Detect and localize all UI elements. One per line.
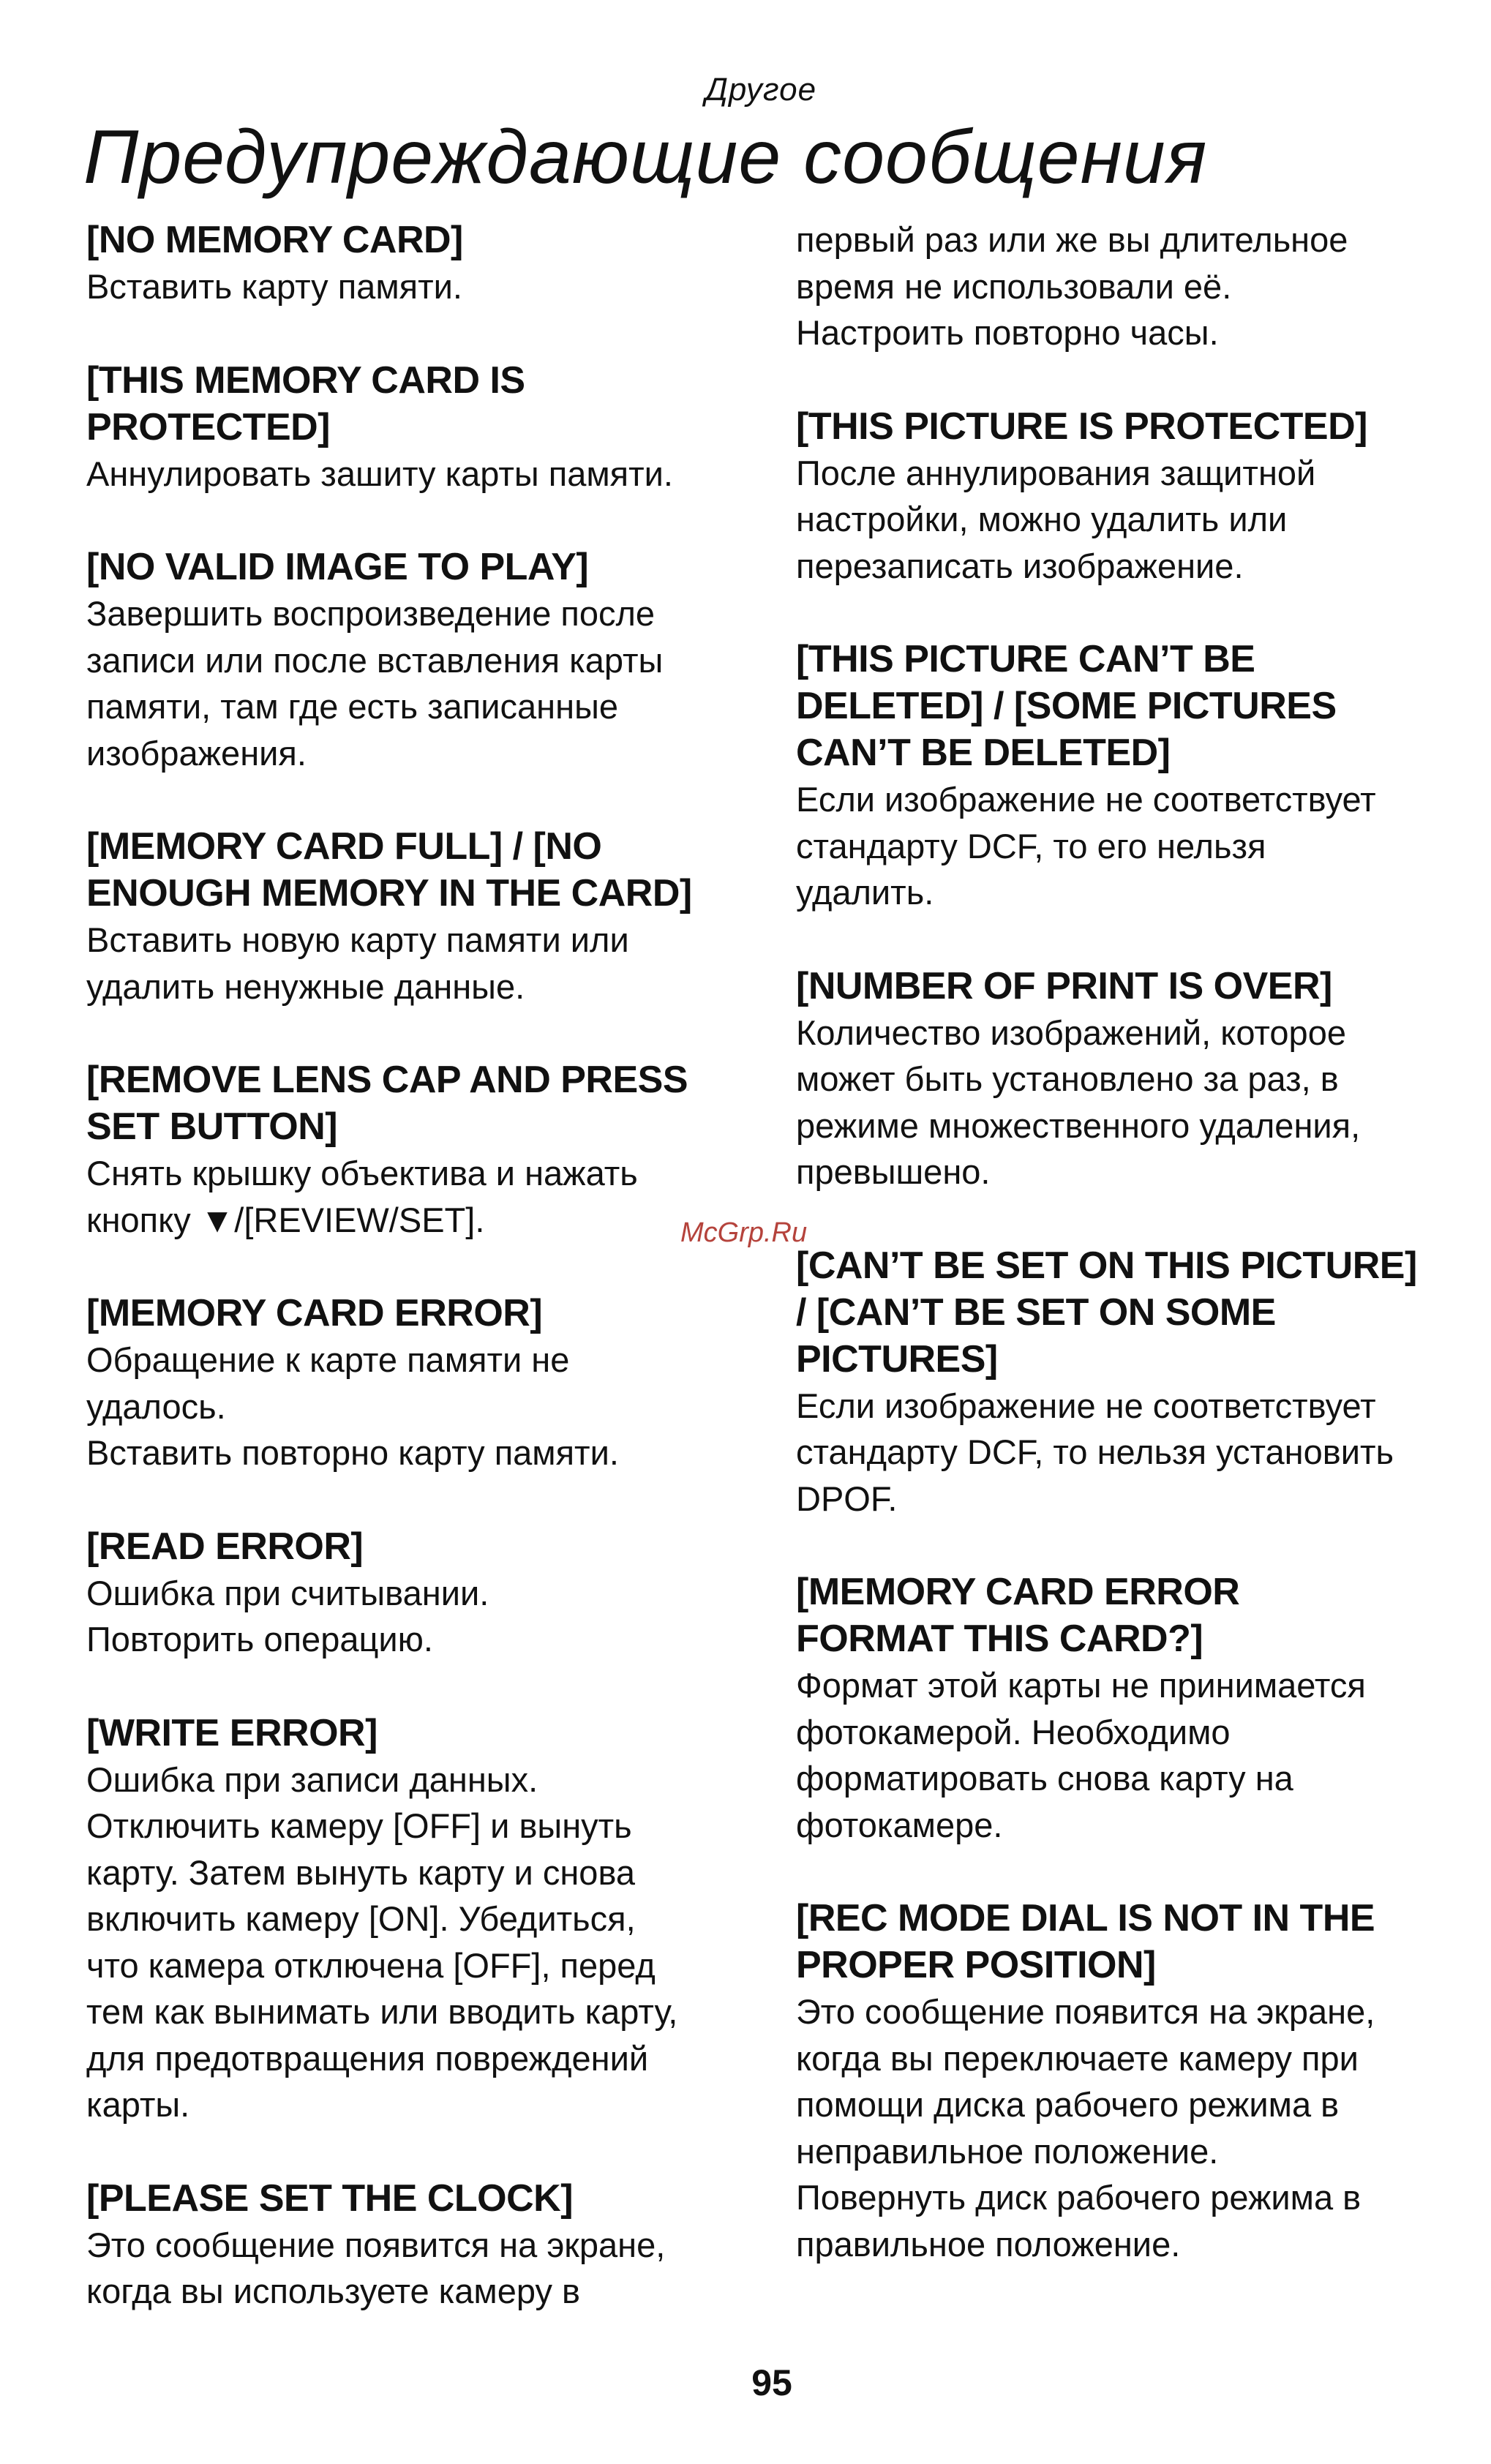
message-no-memory-card <box>86 217 745 310</box>
message-body: Вставить новую карту памяти или удалить ненужные данные. <box>86 920 629 1006</box>
message-title: [NUMBER OF PRINT IS OVER] <box>796 964 1332 1007</box>
message-format-card <box>796 1569 1469 1848</box>
message-title: [THIS MEMORY CARD IS PROTECTED] <box>86 358 525 448</box>
message-body: Это сообщение появится на экране, когда вы используете камеру в <box>86 2225 666 2310</box>
message-body: После аннулирования защитной настройки, можно удалить или перезаписать изображение. <box>796 453 1316 585</box>
message-cant-set <box>796 1242 1469 1522</box>
message-body: Завершить воспроизведение после записи или после вставления карты памяти, там где есть записанные изображения. <box>86 594 664 773</box>
message-body: Вставить карту памяти. <box>86 267 462 306</box>
message-title: [CAN’T BE SET ON THIS PICTURE] / [CAN’T BE SET ON SOME PICTURES] <box>796 1244 1417 1381</box>
message-title: [NO VALID IMAGE TO PLAY] <box>86 546 589 588</box>
page-title: Предупреждающие сообщения <box>83 115 1208 200</box>
left-column <box>86 217 745 2362</box>
message-body: Обращение к карте памяти не удалось. Вставить повторно карту памяти. <box>86 1340 619 1472</box>
message-body: Формат этой карты не принимается фотокамерой. Необходимо форматировать снова карту на фотокамере. <box>796 1666 1366 1844</box>
message-continuation: первый раз или же вы длительное время не использовали её. Настроить повторно часы. <box>796 220 1348 352</box>
message-body: Снять крышку объектива и нажать кнопку ▼/[REVIEW/SET]. <box>86 1154 638 1239</box>
right-column <box>796 217 1469 2314</box>
message-memory-full <box>86 823 745 1010</box>
message-title: [REC MODE DIAL IS NOT IN THE PROPER POSITION] <box>796 1897 1375 1986</box>
message-set-clock <box>86 2175 745 2315</box>
message-body: Если изображение не соответствует стандарту DCF, то его нельзя удалить. <box>796 780 1376 912</box>
message-body: Аннулировать зашиту карты памяти. <box>86 454 673 493</box>
message-title: [NO MEMORY CARD] <box>86 219 463 261</box>
message-print-over <box>796 963 1469 1195</box>
message-title: [THIS PICTURE CAN’T BE DELETED] / [SOME PICTURES CAN’T BE DELETED] <box>796 638 1337 774</box>
page-number: 95 <box>751 2362 792 2403</box>
message-title: [PLEASE SET THE CLOCK] <box>86 2176 574 2220</box>
message-title: [THIS PICTURE IS PROTECTED] <box>796 405 1367 448</box>
message-remove-lens-cap <box>86 1056 745 1243</box>
message-title: [MEMORY CARD ERROR] <box>86 1292 543 1334</box>
message-title: [READ ERROR] <box>86 1525 364 1568</box>
message-no-valid-image <box>86 544 745 776</box>
message-title: [REMOVE LENS CAP AND PRESS SET BUTTON] <box>86 1059 688 1148</box>
message-body: Ошибка при записи данных. Отключить камеру [OFF] и вынуть карту. Затем вынуть карту и снова включить камеру [ON]. Убедиться, что камера отключена [OFF], перед тем как вынимать или вводить карту, для предотвращения повреждений карты. <box>86 1759 678 2124</box>
message-title: [MEMORY CARD FULL] / [NO ENOUGH MEMORY IN THE CARD] <box>86 825 692 914</box>
message-title: [MEMORY CARD ERROR FORMAT THIS CARD?] <box>796 1571 1240 1660</box>
message-memory-card-error <box>86 1290 745 1476</box>
message-rec-mode-dial <box>796 1895 1469 2267</box>
message-read-error <box>86 1523 745 1663</box>
message-picture-protected <box>796 403 1469 590</box>
watermark: McGrp.Ru <box>680 1217 808 1248</box>
message-body: Если изображение не соответствует стандарту DCF, то нельзя установить DPOF. <box>796 1386 1394 1518</box>
message-title: [WRITE ERROR] <box>86 1711 378 1754</box>
message-card-protected <box>86 357 745 497</box>
message-write-error <box>86 1710 745 2128</box>
message-cant-delete <box>796 636 1469 916</box>
message-body: Количество изображений, которое может быть установлено за раз, в режиме множественного удаления, превышено. <box>796 1013 1361 1191</box>
section-label: Другое <box>705 72 817 108</box>
message-body: Это сообщение появится на экране, когда вы переключаете камеру при помощи диска рабочего режима в неправильное положение. Повернуть диск рабочего режима в правильное положение. <box>796 1992 1375 2264</box>
message-body: Ошибка при считывании. Повторить операцию. <box>86 1573 489 1659</box>
